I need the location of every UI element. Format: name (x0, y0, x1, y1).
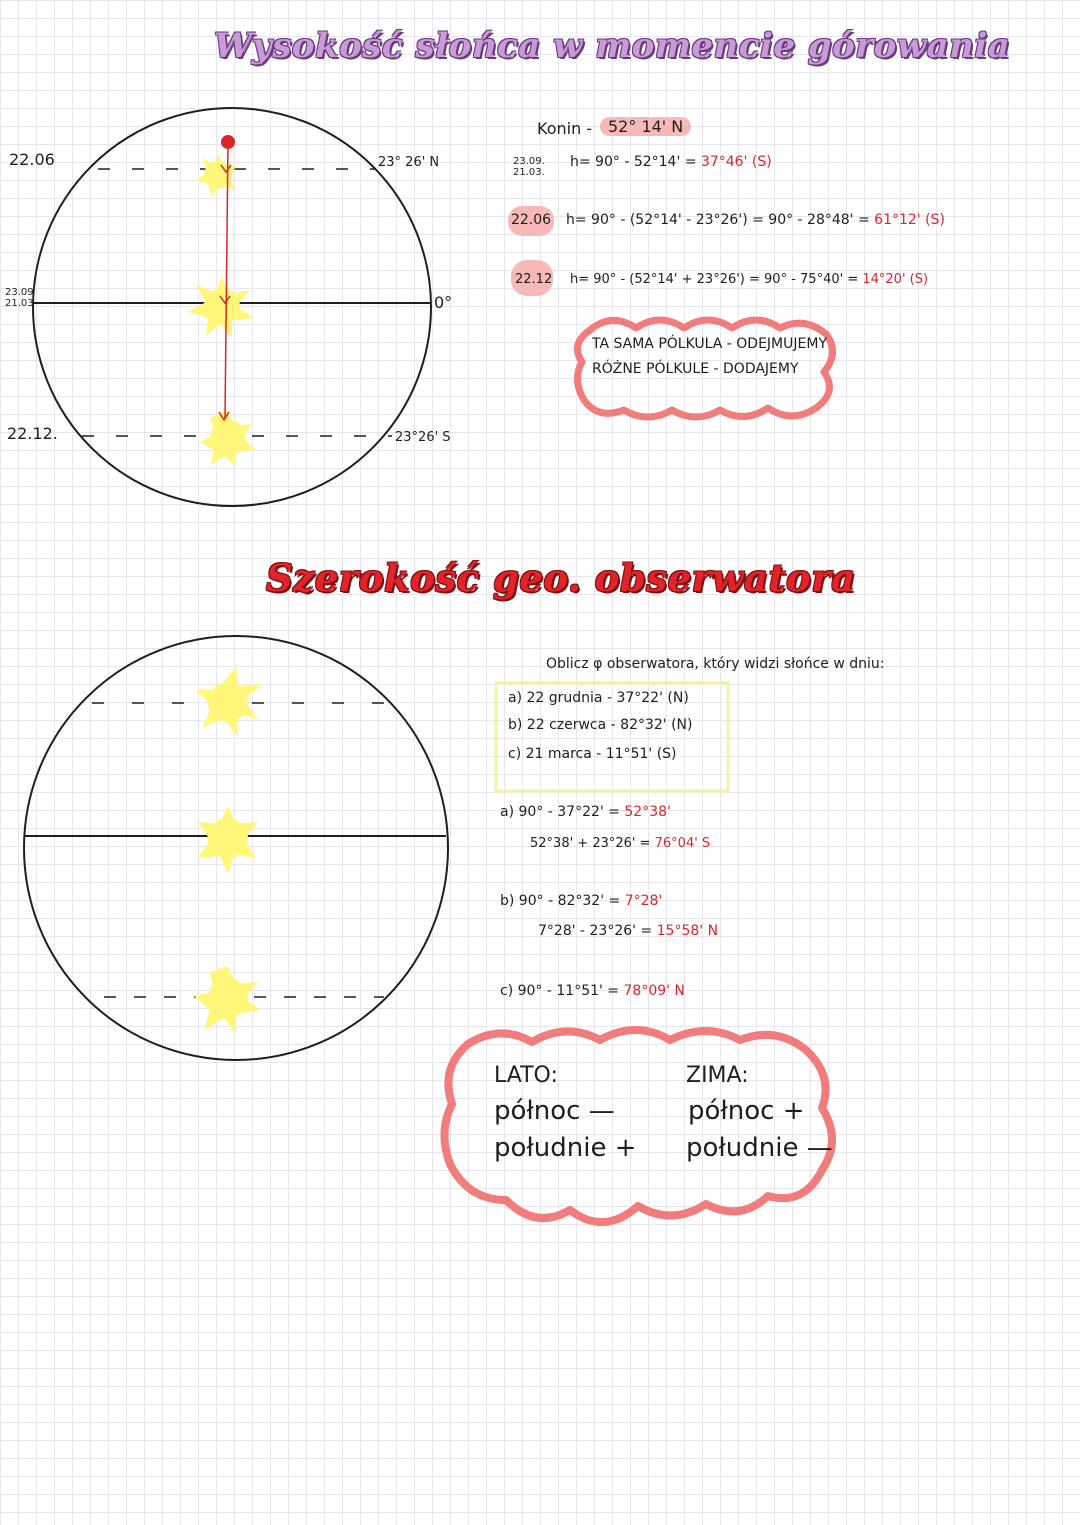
calc-result: 15°58' N (656, 923, 719, 939)
calc-expression: 52°38' + 23°26' = (530, 836, 651, 851)
rule-different-hemisphere: RÓŻNE PÓLKULE - DODAJEMY (592, 361, 799, 377)
page-title-solar-altitude: Wysokość słońca w momencie górowania (214, 26, 1011, 66)
calc-result: 61°12' (S) (874, 212, 945, 228)
sun-icon (198, 806, 258, 874)
date-label-winter-solstice: 22.12. (7, 424, 58, 443)
date-label-equinox-autumn: 23.09 (5, 287, 34, 298)
solution-a-line1 (500, 804, 671, 820)
calc-expression: h= 90° - 52°14' = (570, 154, 697, 170)
calc-result: 37°46' (S) (700, 154, 772, 170)
task-item-b: b) 22 czerwca - 82°32' (N) (508, 717, 693, 733)
tropic-capricorn-label: 23°26' S (395, 430, 451, 445)
equinox-date-autumn: 23.09. (513, 156, 545, 167)
task-item-a: a) 22 grudnia - 37°22' (N) (508, 690, 689, 706)
solution-b-line1 (500, 893, 662, 909)
location-label: Konin - (537, 119, 593, 138)
calc-result: 7°28' (624, 893, 663, 909)
rule-same-hemisphere: TA SAMA PÓLKULA - ODEJMUJEMY (592, 336, 827, 352)
solution-b-line2 (538, 923, 718, 939)
calc-expression: c) 90° - 11°51' = (500, 983, 620, 999)
calc-result: 76°04' S (654, 836, 711, 851)
summer-header: LATO: (494, 1063, 558, 1088)
sun-icon (194, 966, 260, 1034)
calc-expression: h= 90° - (52°14' - 23°26') = 90° - 28°48' = (566, 212, 870, 228)
calc-expression: a) 90° - 37°22' = (500, 804, 620, 820)
solution-a-line2 (530, 836, 710, 851)
task-item-c: c) 21 marca - 11°51' (S) (508, 746, 677, 762)
equator-label: 0° (434, 293, 453, 312)
date-label-summer-solstice: 22.06 (9, 150, 55, 169)
tropic-cancer-label: 23° 26' N (378, 155, 440, 170)
calc-expression: h= 90° - (52°14' + 23°26') = 90° - 75°40' = (570, 272, 859, 287)
calc-result: 14°20' (S) (862, 272, 929, 287)
equinox-date-spring: 21.03. (513, 167, 545, 178)
seasons-cloud-frame (444, 1030, 832, 1222)
calc-date-winter: 22.12 (515, 272, 553, 287)
page-title-observer-latitude: Szerokość geo. obserwatora (266, 556, 856, 600)
task-instruction: Oblicz φ obserwatora, który widzi słońce w dniu: (546, 656, 885, 672)
calc-result: 52°38' (624, 804, 671, 820)
winter-header: ZIMA: (686, 1063, 749, 1088)
calc-result: 78°09' N (623, 983, 685, 999)
calc-date-summer: 22.06 (511, 212, 552, 228)
winter-north-rule: północ + (688, 1096, 805, 1126)
summer-south-rule: południe + (494, 1133, 637, 1163)
calc-expression: 7°28' - 23°26' = (538, 923, 653, 939)
calc-expression: b) 90° - 82°32' = (500, 893, 621, 909)
winter-south-rule: południe — (686, 1133, 833, 1163)
date-label-equinox-spring: 21.03 (5, 298, 34, 309)
summer-north-rule: północ — (494, 1096, 615, 1126)
sun-icon (196, 666, 262, 738)
solution-c-line1 (500, 983, 685, 999)
location-latitude: 52° 14' N (600, 117, 691, 136)
